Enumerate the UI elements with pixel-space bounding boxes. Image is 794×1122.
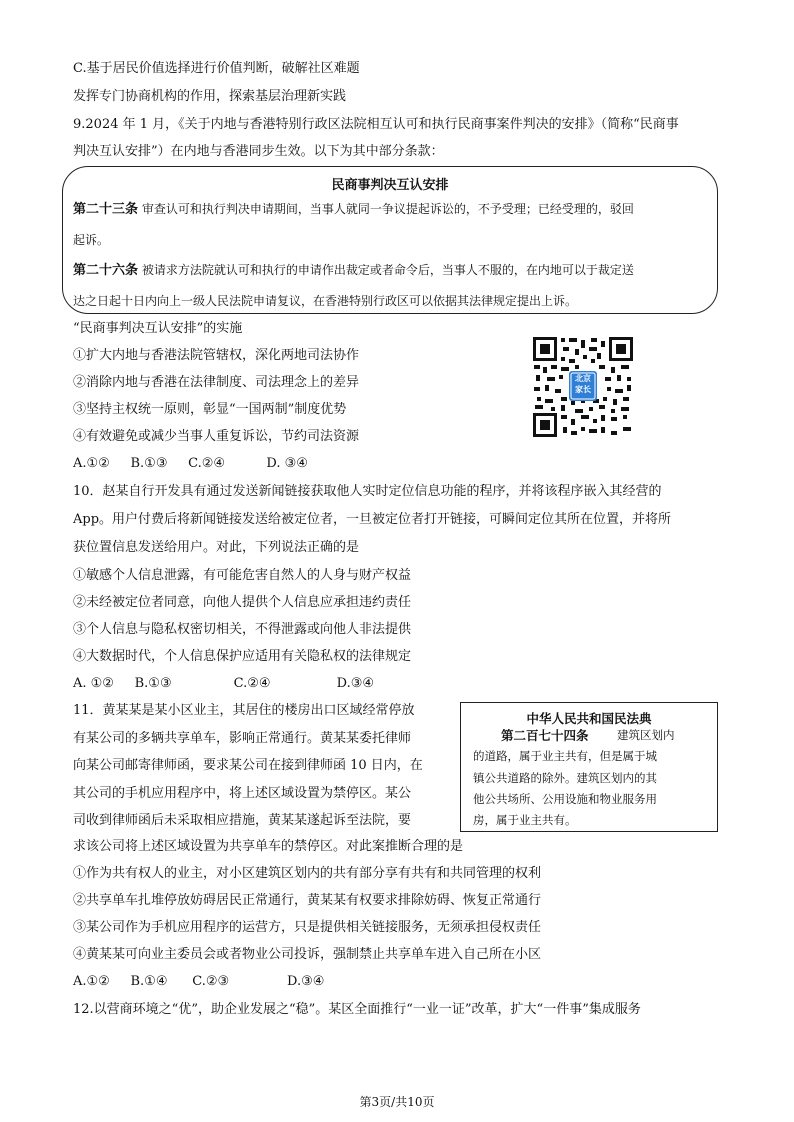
q12-stem-line1: 12.以营商环境之“优”，助企业发展之“稳”。某区全面推行“一业一证”改革，扩大“一件事”集成服务 (73, 1002, 641, 1017)
q10-stem-line3: 获位置信息发送给用户。对此，下列说法正确的是 (73, 540, 360, 555)
civil-code-line5: 房，属于业主共有。 (473, 813, 577, 827)
civil-code-line2: 的道路，属于业主共有，但是属于城 (473, 749, 657, 763)
q10-option-2: ②未经被定位者同意，向他人提供个人信息应承担违约责任 (73, 595, 412, 610)
text-line: 发挥专门协商机构的作用，探索基层治理新实践 (73, 89, 347, 104)
q11-option-2: ②共享单车扎堆停放妨碍居民正常通行，黄某某有权要求排除妨碍、恢复正常通行 (73, 893, 542, 908)
q10-option-4: ④大数据时代，个人信息保护应适用有关隐私权的法律规定 (73, 649, 412, 664)
q9-option-2: ②消除内地与香港在法律制度、司法理念上的差异 (73, 375, 360, 390)
q9-stem-line2: 判决互认安排”）在内地与香港同步生效。以下为其中部分条款： (73, 144, 444, 159)
page-number: 第3页/共10页 (359, 1095, 435, 1109)
article-23-text: 审查认可和执行判决申请期间，当事人就同一争议提起诉讼的，不予受理；已经受理的，驳回 (138, 202, 634, 216)
q11-stem-line3: 向某公司邮寄律师函，要求某公司在接到律师函 10 日内，在 (73, 758, 423, 773)
q9-stem-line1: 9.2024 年 1 月，《关于内地与香港特别行政区法院相互认可和执行民商事案件判决的安排》（简称“民商事 (73, 117, 679, 132)
article-26-cont: 达之日起十日内向上一级人民法院申请复议，在香港特别行政区可以依据其法律规定提出上诉。 (73, 294, 578, 308)
box-title: 民商事判决互认安排 (331, 178, 449, 193)
article-23-cont: 起诉。 (73, 233, 110, 247)
civil-code-line3: 镇公共道路的除外。建筑区划内的其 (473, 771, 657, 785)
q9-answer-choices: A.①② B.①③ C.②④ D. ③④ (73, 456, 308, 471)
q10-stem-line2: App。用户付费后将新闻链接发送给被定位者，一旦被定位者打开链接，可瞬间定位其所在位置，并将所 (73, 512, 672, 527)
civil-code-article: 第二百七十四条 (501, 728, 589, 743)
qr-badge-text: 北京 家长 (575, 374, 591, 394)
q10-option-3: ③个人信息与隐私权密切相关，不得泄露或向他人非法提供 (73, 622, 412, 637)
q11-stem-line6: 求该公司将上述区域设置为共享单车的禁停区。对此案推断合理的是 (73, 839, 464, 854)
civil-code-line1: 建筑区划内 (617, 728, 675, 742)
article-26-text: 被请求方法院就认可和执行的申请作出裁定或者命令后，当事人不服的，在内地可以于裁定送 (138, 263, 634, 277)
q11-option-1: ①作为共有权人的业主，对小区建筑区划内的共有部分享有共有和共同管理的权利 (73, 866, 542, 881)
article-23-label: 第二十三条 (73, 202, 139, 217)
option-c-line: C.基于居民价值选择进行价值判断，破解社区难题 (73, 61, 360, 76)
q11-option-4: ④黄某某可向业主委员会或者物业公司投诉，强制禁止共享单车进入自己所在小区 (73, 947, 542, 962)
q11-answer-choices: A.①② B.①④ C.②③ D.③④ (73, 974, 325, 989)
civil-code-line4: 他公共场所、公用设施和物业服务用 (473, 792, 657, 806)
article-23 (73, 194, 707, 255)
article-26-label: 第二十六条 (73, 263, 139, 278)
q11-stem-line4: 其公司的手机应用程序中，将上述区域设置为禁停区。某公 (73, 786, 412, 801)
q9-option-3: ③坚持主权统一原则，彰显“一国两制”制度优势 (73, 402, 347, 417)
article-26 (73, 255, 707, 316)
civil-code-box (460, 702, 718, 832)
q11-stem-line2: 有某公司的多辆共享单车，影响正常通行。黄某某委托律师 (73, 731, 412, 746)
q10-answer-choices: A. ①② B.①③ C.②④ D.③④ (73, 676, 375, 691)
q9-option-1: ①扩大内地与香港法院管辖权，深化两地司法协作 (73, 348, 360, 363)
q10-option-1: ①敏感个人信息泄露，有可能危害自然人的人身与财产权益 (73, 568, 412, 583)
q9-stem-line3: “民商事判决互认安排”的实施 (73, 321, 243, 336)
civil-code-title: 中华人民共和国民法典 (526, 711, 652, 726)
q10-stem-line1: 10．赵某自行开发具有通过发送新闻链接获取他人实时定位信息功能的程序，并将该程序嵌入其经营的 (73, 484, 662, 499)
judgment-arrangement-box (62, 166, 718, 314)
q9-option-4: ④有效避免或减少当事人重复诉讼，节约司法资源 (73, 429, 360, 444)
q11-stem-line1: 11．黄某某是某小区业主，其居住的楼房出口区域经常停放 (73, 703, 415, 718)
q11-option-3: ③某公司作为手机应用程序的运营方，只是提供相关链接服务，无须承担侵权责任 (73, 920, 542, 935)
q11-stem-line5: 司收到律师函后未采取相应措施，黄某某遂起诉至法院，要 (73, 813, 412, 828)
